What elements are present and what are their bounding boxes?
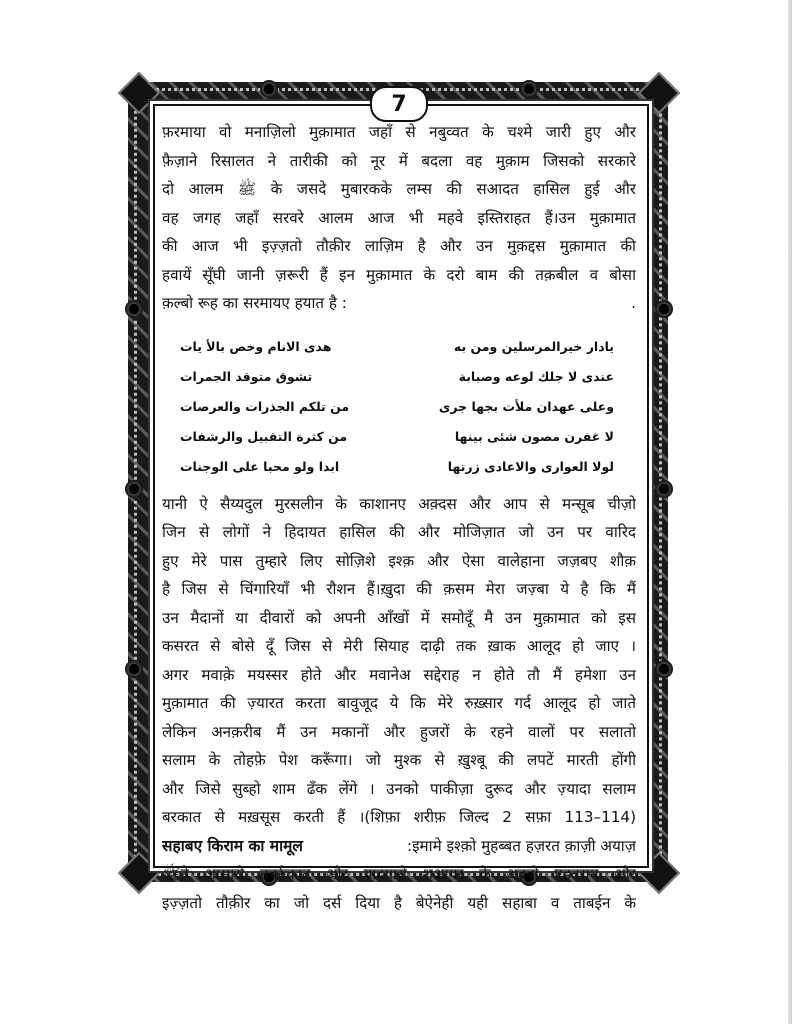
text-line: जिन से लोगों ने हिदायत हासिल की और मोजिज़ात जो उन पर वारिद	[162, 523, 636, 541]
text-line: दो आलम ﷺ के जसदे मुबारकके लम्स की सआदत हासिल हुई और	[162, 180, 636, 198]
verse-hemistich: لا غفرن مصون شئى بينها	[454, 428, 614, 444]
text-line: फ़रमाया वो मनाज़िलो मुक़ामात जहाँ से नबुव्वत के चश्मे जारी हुए और	[162, 123, 636, 141]
text-line: कसरत से बोसे दूँ जिस से मेरी सियाह दाढ़ी तक ख़ाक आलूद हो जाए ।	[162, 637, 636, 655]
verse-hemistich: هدى الانام وخص بالأ يات	[180, 338, 332, 354]
paragraph-translation	[162, 490, 636, 832]
border-ornament	[125, 660, 143, 678]
verse-row	[162, 332, 636, 362]
text-line: सलाम के तोहफ़े पेश करूँगा। जो मुश्क से ख़ुश्बू की लपटें मारती होंगी	[162, 751, 636, 769]
text-line: अगर मवाक़े मयस्सर होते और मवानेअ सद्देराह न होते तौ मैं हमेशा उन	[162, 665, 636, 684]
text-line: इज़्ज़तो तौक़ीर का जो दर्स दिया है बेऐनेही यही सहाबा व ताबईन के	[162, 893, 636, 912]
border-ornament	[655, 660, 673, 678]
text-line: और जिसे सुब्हो शाम ढँक लेंगे । उनको पाकीज़ा दुरूद और ज़्यादा सलाम	[162, 779, 636, 798]
text-line: हुए मेरे पास तुम्हारे लिए सोज़िशे इश्क़ और ऐसा वालेहाना जज़बए शौक़	[162, 551, 636, 570]
page-number-badge	[370, 86, 428, 122]
border-ornament	[520, 80, 538, 98]
text-line: उन मैदानों या दीवारों को अपनी आँखों में समोदूँ मै उन मुक़ामात को इस	[162, 608, 636, 627]
text-line: मुक़ामात की ज़्यारत करता बावुजूद ये कि मेरे रुख़्सार गर्द आलूद हो जाते	[162, 694, 636, 712]
text-line	[162, 289, 636, 318]
verse-hemistich: ابدا ولو محبا على الوجنات	[180, 458, 340, 474]
text-line: हवायें सूँघी जानी ज़रूरी हैं इन मुक़ामात के दरो बाम की तक़बील व बोसा	[162, 265, 636, 284]
border-ornament	[655, 300, 673, 318]
arabic-verses	[162, 332, 636, 482]
section-heading: सहाबए किराम का मामूल	[162, 836, 303, 855]
verse-hemistich: تشوق متوقد الجمرات	[180, 368, 313, 384]
text-line: वह जगह जहाँ सरवरे आलम आज भी महवे इस्तिराहत हैं।उन मुक़ामात	[162, 208, 636, 227]
verse-hemistich: عندى لا جلك لوعه وصبابة	[458, 368, 614, 384]
page-edge-shadow	[788, 0, 792, 1024]
text-line: फ़ैज़ाने रिसालत ने तारीकी को नूर में बदला वह मुक़ाम जिसको सरकारे	[162, 151, 636, 170]
verse-hemistich: لولا العوارى والاعادى زرتها	[447, 458, 614, 474]
verse-row	[162, 392, 636, 422]
verse-row	[162, 452, 636, 482]
verse-row	[162, 422, 636, 452]
text-line	[162, 832, 636, 861]
paragraph-section	[162, 832, 636, 918]
text-line: ﷺने आसारो तबर्रुकात और यादगारो शआयर के अदबो एहतराम और	[162, 865, 636, 883]
border-ornament	[655, 480, 673, 498]
text-line-content: :इमामे इश्क़ो मुहब्बत हज़रत क़ाज़ी अयाज़	[406, 836, 636, 855]
text-line: यानी ऐ सैय्यदुल मुरसलीन के काशानए अक़्दस और आप से मन्सूब चीज़ो	[162, 494, 636, 513]
border-ornament	[260, 80, 278, 98]
verse-hemistich: من كثرة التقبيل والرشفات	[180, 428, 348, 444]
paragraph-intro	[162, 118, 636, 318]
page-number: 7	[391, 91, 407, 117]
line-end-mark: .	[631, 294, 636, 312]
verse-hemistich: من تلكم الجذرات والعرصات	[180, 398, 350, 414]
text-line: बरकात से मख़सूस करती हैं ।(शिफ़ा शरीफ़ जिल्द 2 सफ़ा 113–114)	[162, 808, 636, 826]
text-line: लेकिन अनक़रीब मैं उन मकानों और हुजरों के रहने वालों पर सलातो	[162, 722, 636, 741]
border-ornament	[125, 480, 143, 498]
border-ornament	[125, 300, 143, 318]
text-line: की आज भी इज़्ज़तो तौक़ीर लाज़िम है और उन मुक़द्दस मुक़ामात की	[162, 237, 636, 255]
verse-hemistich: وعلى عهدان ملأت بجها جرى	[438, 398, 614, 414]
text-line-content: क़ल्बो रूह का सरमायए हयात है :	[162, 294, 347, 312]
verse-row	[162, 362, 636, 392]
text-line: है जिस से चिंगारियाँ भी रौशन हैं।ख़ुदा की क़सम मेरा जज़्बा ये है कि मैं	[162, 580, 636, 598]
verse-hemistich: يادار خيرالمرسلين ومن به	[453, 338, 614, 354]
page-content	[162, 118, 636, 917]
